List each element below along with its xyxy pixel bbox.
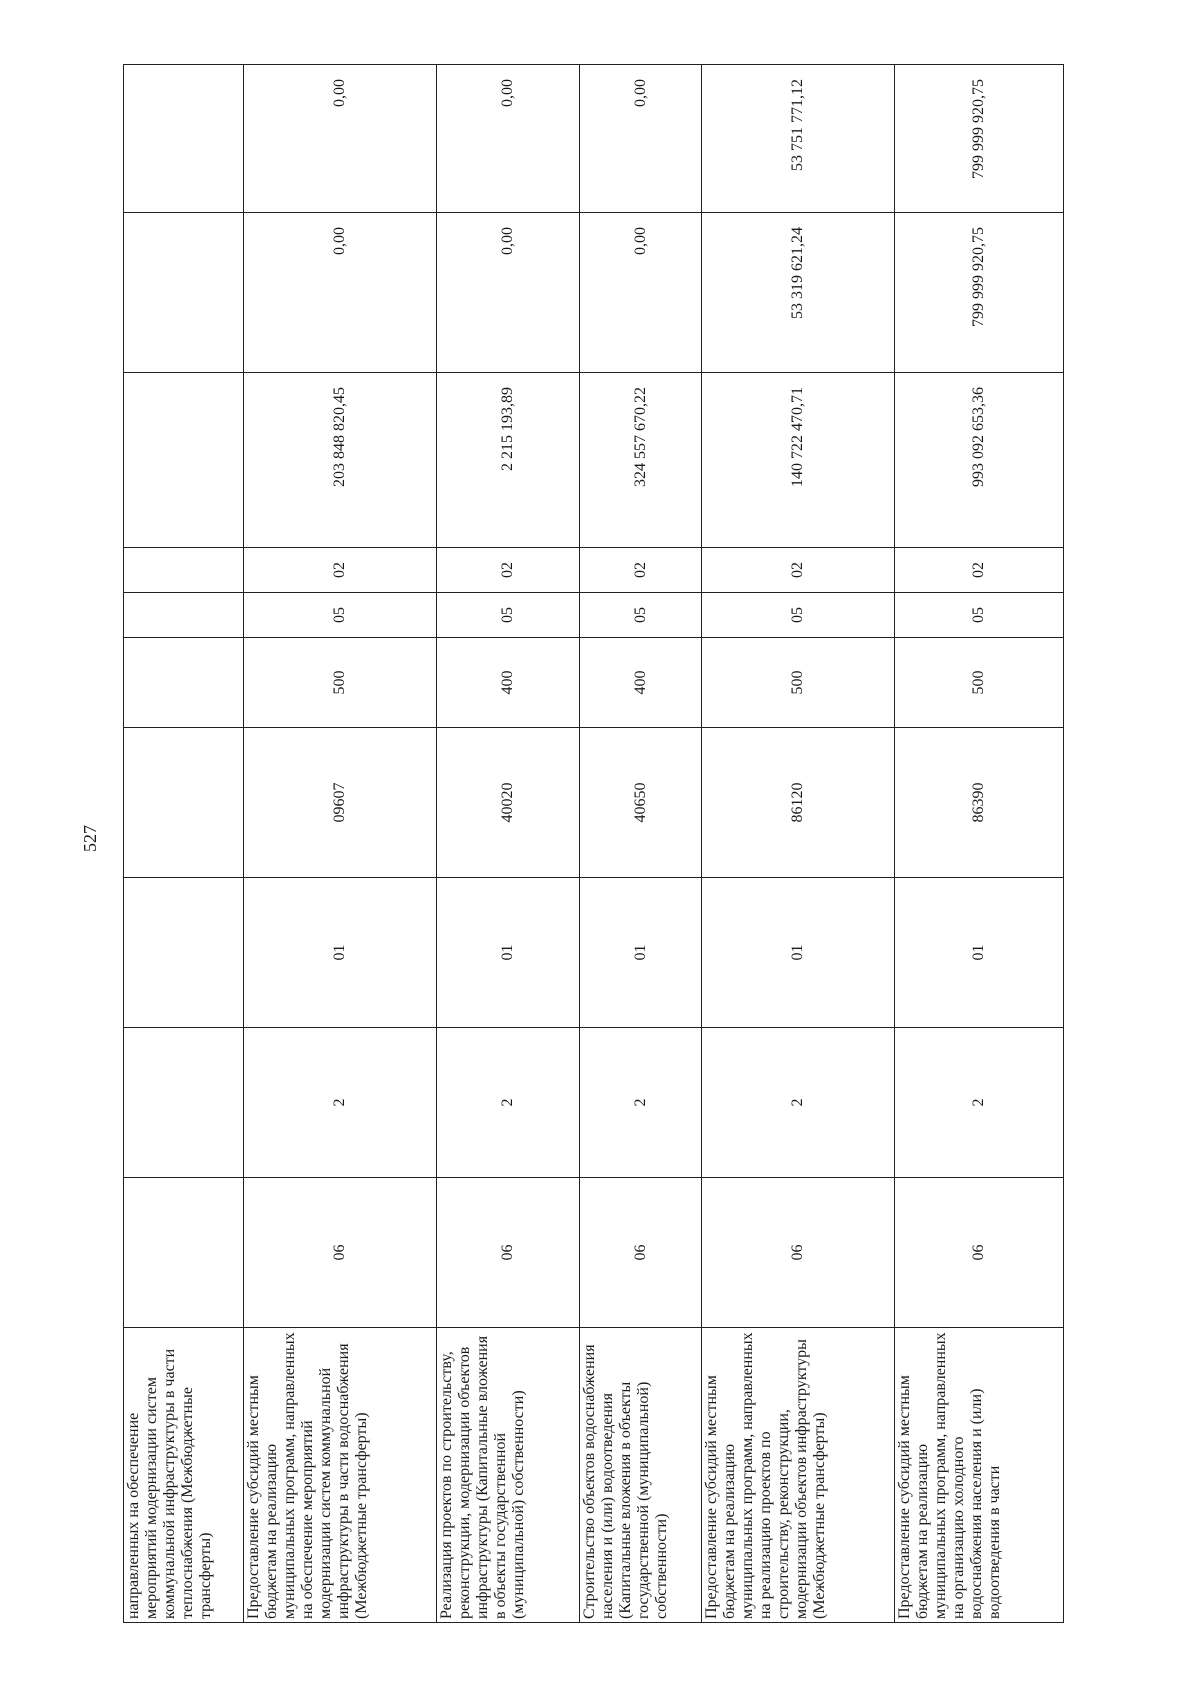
code-direction: 86390 [895,728,1064,878]
table-row [702,65,895,1623]
amount-year-3: 799 999 920,75 [895,65,1064,213]
code-subsection: 02 [244,548,437,593]
code-subsection: 02 [895,548,1064,593]
amount-year-1: 324 557 670,22 [580,373,702,548]
code-subsection [124,548,244,593]
amount-year-2 [124,213,244,373]
amount-year-1: 203 848 820,45 [244,373,437,548]
code-expense-type: 500 [895,638,1064,728]
budget-table [123,64,1064,1623]
row-description: Предоставление субсидий местным бюджетам на реализацию муниципальных программ, направленных на реализацию проектов по строительству, реконструкции, модернизации объектов инфраструктуры (Межбюджетные трансферты) [702,1328,895,1623]
code-expense-type: 400 [580,638,702,728]
code-direction: 86120 [702,728,895,878]
code-subprogram: 2 [580,1028,702,1178]
amount-year-3: 0,00 [244,65,437,213]
code-subsection: 02 [437,548,580,593]
amount-year-3: 0,00 [580,65,702,213]
code-direction [124,728,244,878]
code-program [124,1178,244,1328]
amount-year-1: 2 215 193,89 [437,373,580,548]
row-description: Реализация проектов по строительству, реконструкции, модернизации объектов инфраструктуры (Капитальные вложения в объекты государственной (муниципальной) собственности) [437,1328,580,1623]
code-event: 01 [244,878,437,1028]
code-program: 06 [702,1178,895,1328]
code-subprogram: 2 [702,1028,895,1178]
code-subprogram: 2 [437,1028,580,1178]
code-section: 05 [702,593,895,638]
amount-year-1: 993 092 653,36 [895,373,1064,548]
row-description: направленных на обеспечение мероприятий модернизации систем коммунальной инфраструктуры в части теплоснабжения (Межбюджетные трансферты) [124,1328,244,1623]
code-expense-type: 400 [437,638,580,728]
code-subprogram [124,1028,244,1178]
table-row [244,65,437,1623]
table-row [580,65,702,1623]
amount-year-1 [124,373,244,548]
code-section: 05 [244,593,437,638]
row-description: Предоставление субсидий местным бюджетам на реализацию муниципальных программ, направленных на обеспечение мероприятий модернизации систем коммунальной инфраструктуры в части водоснабжения (Межбюджетные трансферты) [244,1328,437,1623]
row-description: Строительство объектов водоснабжения населения и (или) водоотведения (Капитальные вложения в объекты государственной (муниципальной) собственности) [580,1328,702,1623]
table-row [124,65,244,1623]
amount-year-2: 799 999 920,75 [895,213,1064,373]
row-description: Предоставление субсидий местным бюджетам на реализацию муниципальных программ, направленных на организацию холодного водоснабжения населения и (или) водоотведения в части [895,1328,1064,1623]
code-section: 05 [580,593,702,638]
table-row [437,65,580,1623]
amount-year-3 [124,65,244,213]
code-subprogram: 2 [895,1028,1064,1178]
code-section [124,593,244,638]
code-event: 01 [580,878,702,1028]
code-section: 05 [895,593,1064,638]
amount-year-1: 140 722 470,71 [702,373,895,548]
amount-year-2: 0,00 [437,213,580,373]
amount-year-2: 53 319 621,24 [702,213,895,373]
code-expense-type [124,638,244,728]
code-subsection: 02 [702,548,895,593]
code-program: 06 [244,1178,437,1328]
code-subsection: 02 [580,548,702,593]
table-row [895,65,1064,1623]
code-program: 06 [895,1178,1064,1328]
budget-table-container [123,65,1063,1623]
code-expense-type: 500 [244,638,437,728]
code-direction: 09607 [244,728,437,878]
amount-year-2: 0,00 [244,213,437,373]
code-event: 01 [895,878,1064,1028]
code-event [124,878,244,1028]
amount-year-3: 53 751 771,12 [702,65,895,213]
amount-year-2: 0,00 [580,213,702,373]
code-expense-type: 500 [702,638,895,728]
code-direction: 40650 [580,728,702,878]
page-number: 527 [80,825,100,852]
code-direction: 40020 [437,728,580,878]
code-program: 06 [437,1178,580,1328]
code-subprogram: 2 [244,1028,437,1178]
code-program: 06 [580,1178,702,1328]
code-event: 01 [702,878,895,1028]
code-section: 05 [437,593,580,638]
amount-year-3: 0,00 [437,65,580,213]
code-event: 01 [437,878,580,1028]
